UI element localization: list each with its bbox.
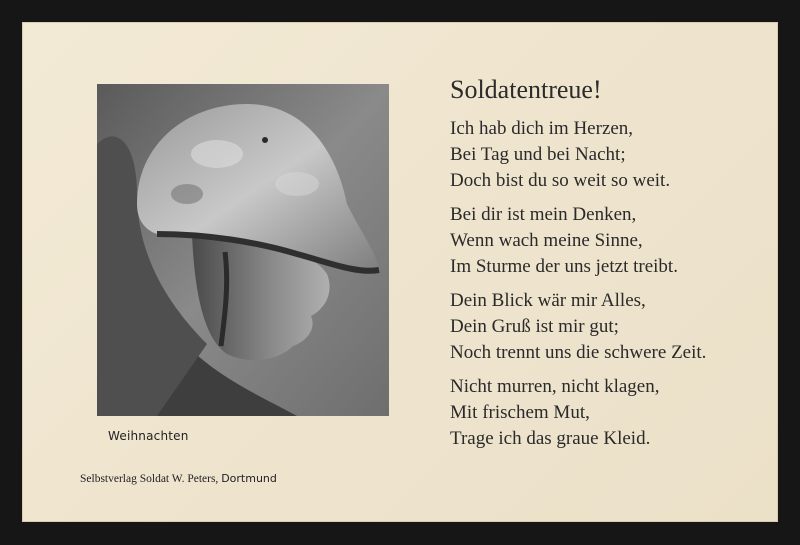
soldier-photo	[97, 84, 389, 416]
poem-line: Wenn wach meine Sinne,	[450, 230, 643, 251]
photo-caption: Weihnachten	[108, 429, 189, 443]
publisher-name: Selbstverlag Soldat W. Peters,	[80, 473, 219, 485]
poem-line: Im Sturme der uns jetzt treibt.	[450, 256, 678, 277]
publisher-city: Dortmund	[221, 472, 277, 485]
soldier-portrait-image	[97, 84, 389, 416]
poem-title: Soldatentreue!	[450, 75, 602, 104]
postcard	[22, 22, 778, 522]
stanza-2	[450, 202, 706, 280]
poem-line: Nicht murren, nicht klagen,	[450, 376, 660, 397]
publisher-line	[80, 472, 277, 485]
poem-line: Bei dir ist mein Denken,	[450, 204, 637, 225]
poem-line: Doch bist du so weit so weit.	[450, 170, 671, 191]
stanza-1	[450, 116, 706, 194]
poem-line: Bei Tag und bei Nacht;	[450, 144, 626, 165]
poem	[450, 74, 706, 460]
poem-line: Dein Blick wär mir Alles,	[450, 290, 646, 311]
stanza-4	[450, 374, 706, 452]
poem-line: Dein Gruß ist mir gut;	[450, 316, 619, 337]
poem-line: Noch trennt uns die schwere Zeit.	[450, 342, 707, 363]
stanza-3	[450, 288, 706, 366]
poem-line: Ich hab dich im Herzen,	[450, 118, 634, 139]
poem-line: Mit frischem Mut,	[450, 402, 590, 423]
poem-line: Trage ich das graue Kleid.	[450, 428, 651, 449]
